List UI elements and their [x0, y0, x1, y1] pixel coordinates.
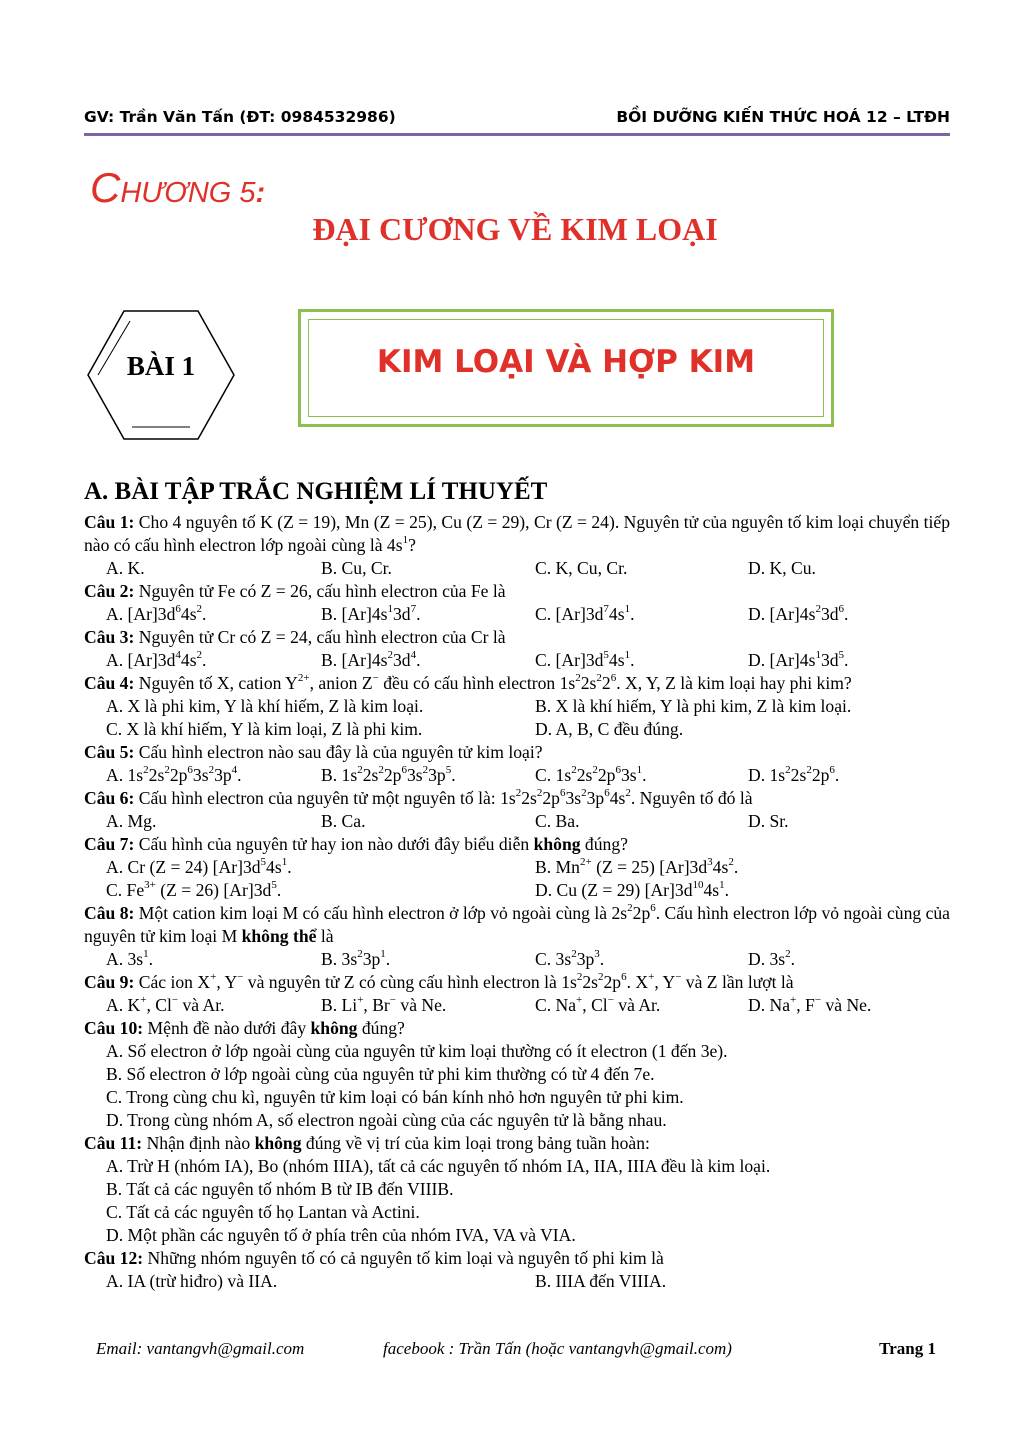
- question-1: [84, 511, 950, 557]
- question-text: Nguyên tố X, cation $Y^{2+}$, anion Z− đều có cấu hình electron $1s^22s^22^6$. X, Y, Z là kim loại hay phi kim?: [134, 672, 852, 693]
- answer-option[interactable]: A. Số electron ở lớp ngoài cùng của nguyên tử kim loại thường có ít electron (1 đến 3e).: [106, 1041, 728, 1061]
- answer-option[interactable]: B. Li+, Br− và Ne.: [321, 994, 447, 1015]
- question-label: Câu 7:: [84, 834, 135, 854]
- answer-option[interactable]: A. Trừ H (nhóm IA), Bo (nhóm IIIA), tất cả các nguyên tố nhóm IA, IIA, IIIA đều là kim loại.: [106, 1156, 771, 1176]
- question-text: Một cation kim loại M có cấu hình electron ở lớp vỏ ngoài cùng là $2s^22p^6$. Cấu hình electron lớp vỏ ngoài cùng của nguyên tử kim loại M không thể là: [84, 902, 950, 946]
- answer-option[interactable]: A. $[Ar]3d^64s^2$.: [106, 603, 207, 624]
- answer-option[interactable]: C. $Fe^{3+}$ (Z = 26) $[Ar]3d^5$.: [106, 879, 282, 900]
- question-label: Câu 5:: [84, 742, 135, 762]
- question-label: Câu 10:: [84, 1018, 144, 1038]
- question-text: Nhận định nào không đúng về vị trí của kim loại trong bảng tuần hoàn:: [142, 1133, 650, 1153]
- answer-option[interactable]: A. $[Ar]3d^44s^2$.: [106, 649, 207, 670]
- question-11: [84, 1132, 950, 1155]
- question-label: Câu 4:: [84, 673, 135, 693]
- answer-option[interactable]: B. Ca.: [321, 811, 366, 831]
- question-12: [84, 1247, 950, 1270]
- footer-email: Email: vantangvh@gmail.com: [96, 1339, 305, 1358]
- page-header: [84, 108, 950, 132]
- answer-option[interactable]: B. $[Ar]4s^23d^4$.: [321, 649, 421, 670]
- answer-option[interactable]: D. $[Ar]4s^13d^5$.: [748, 649, 849, 670]
- question-5: [84, 741, 950, 764]
- question-8: [84, 902, 950, 948]
- answer-option[interactable]: A. $3s^1$.: [106, 948, 154, 969]
- answer-option[interactable]: D. $3s^2$.: [748, 948, 796, 969]
- footer-facebook: facebook : Trần Tấn (hoặc vantangvh@gmail.com): [383, 1339, 732, 1358]
- answer-option[interactable]: D. Sr.: [748, 811, 789, 831]
- answer-option[interactable]: A. IA (trừ hiđro) và IIA.: [106, 1271, 278, 1291]
- question-text: Cấu hình electron của nguyên tử một nguyên tố là: $1s^22s^22p^63s^23p^64s^2$. Nguyên tố đó là: [134, 787, 753, 808]
- answer-option[interactable]: B. IIIA đến VIIIA.: [535, 1271, 667, 1291]
- answer-option[interactable]: B. Số electron ở lớp ngoài cùng của nguyên tử phi kim thường có từ 4 đến 7e.: [106, 1064, 655, 1084]
- question-9: [84, 971, 950, 994]
- answer-option[interactable]: C. K, Cu, Cr.: [535, 558, 628, 578]
- page-number: Trang 1: [879, 1339, 936, 1358]
- chapter-title: ĐẠI CƯƠNG VỀ KIM LOẠI: [312, 211, 718, 247]
- answer-option[interactable]: A. K.: [106, 558, 145, 578]
- question-label: Câu 12:: [84, 1248, 144, 1268]
- answer-option[interactable]: D. Cu (Z = 29) $[Ar]3d^{10}4s^1$.: [535, 879, 730, 900]
- answer-option[interactable]: B. Tất cả các nguyên tố nhóm B từ IB đến VIIIB.: [106, 1179, 454, 1199]
- question-4: [84, 672, 950, 695]
- lesson-label: BÀI 1: [126, 351, 196, 381]
- question-label: Câu 6:: [84, 788, 135, 808]
- header-course: BỒI DƯỠNG KIẾN THỨC HOÁ 12 – LTĐH: [616, 108, 950, 126]
- question-text: Cấu hình của nguyên tử hay ion nào dưới đây biểu diễn không đúng?: [134, 834, 628, 854]
- question-10: [84, 1017, 950, 1040]
- answer-option[interactable]: D. $[Ar]4s^23d^6$.: [748, 603, 849, 624]
- question-text: Các ion X+, Y− và nguyên tử Z có cùng cấu hình electron là $1s^22s^22p^6$. X+, Y− và Z lần lượt là: [134, 971, 794, 992]
- answer-option[interactable]: C. Tất cả các nguyên tố họ Lantan và Actini.: [106, 1202, 420, 1222]
- question-label: Câu 3:: [84, 627, 135, 647]
- question-6: [84, 787, 950, 810]
- answer-option[interactable]: B. X là khí hiếm, Y là phi kim, Z là kim loại.: [535, 696, 852, 716]
- section-heading: A. BÀI TẬP TRẮC NGHIỆM LÍ THUYẾT: [84, 478, 548, 505]
- question-text: Những nhóm nguyên tố có cả nguyên tố kim loại và nguyên tố phi kim là: [143, 1248, 664, 1268]
- answer-option[interactable]: D. Trong cùng nhóm A, số electron ngoài cùng của các nguyên tử là bằng nhau.: [106, 1110, 667, 1130]
- answer-option[interactable]: A. $1s^22s^22p^63s^23p^4$.: [106, 764, 242, 785]
- question-2: [84, 580, 950, 603]
- answer-option[interactable]: C. $[Ar]3d^74s^1$.: [535, 603, 635, 624]
- question-text: Cho 4 nguyên tố K (Z = 19), Mn (Z = 25), Cu (Z = 29), Cr (Z = 24). Nguyên tử của nguyên tố kim loại chuyển tiếp nào có cấu hình electron lớp ngoài cùng là $4s^1$?: [84, 512, 951, 555]
- answer-option[interactable]: A. Mg.: [106, 811, 157, 831]
- question-text: Nguyên tử Cr có Z = 24, cấu hình electron của Cr là: [134, 627, 506, 647]
- answer-option[interactable]: A. Cr (Z = 24) $[Ar]3d^54s^1$.: [106, 856, 292, 877]
- question-text: Nguyên tử Fe có Z = 26, cấu hình electron của Fe là: [134, 581, 506, 601]
- answer-option[interactable]: A. X là phi kim, Y là khí hiếm, Z là kim loại.: [106, 696, 424, 716]
- answer-option[interactable]: C. $3s^23p^3$.: [535, 948, 605, 969]
- question-label: Câu 8:: [84, 903, 135, 923]
- question-label: Câu 2:: [84, 581, 135, 601]
- question-text: Cấu hình electron nào sau đây là của nguyên tử kim loại?: [134, 742, 543, 762]
- question-text: Mệnh đề nào dưới đây không đúng?: [143, 1018, 405, 1038]
- question-7: [84, 833, 950, 856]
- answer-option[interactable]: A. K+, Cl− và Ar.: [106, 994, 225, 1015]
- question-label: Câu 1:: [84, 512, 135, 532]
- answer-option[interactable]: B. $[Ar]4s^13d^7$.: [321, 603, 421, 624]
- answer-option[interactable]: B. Cu, Cr.: [321, 558, 392, 578]
- answer-option[interactable]: B. $Mn^{2+}$ (Z = 25) $[Ar]3d^34s^2$.: [535, 856, 739, 877]
- question-3: [84, 626, 950, 649]
- answer-option[interactable]: B. $1s^22s^22p^63s^23p^5$.: [321, 764, 456, 785]
- answer-option[interactable]: C. $[Ar]3d^54s^1$.: [535, 649, 635, 670]
- answer-option[interactable]: C. $1s^22s^22p^63s^1$.: [535, 764, 647, 785]
- answer-option[interactable]: C. Ba.: [535, 811, 580, 831]
- answer-option[interactable]: C. X là khí hiếm, Y là kim loại, Z là phi kim.: [106, 719, 423, 739]
- answer-option[interactable]: D. $1s^22s^22p^6$.: [748, 764, 840, 785]
- answer-option[interactable]: C. Trong cùng chu kì, nguyên tử kim loại có bán kính nhỏ hơn nguyên tử phi kim.: [106, 1087, 684, 1107]
- question-list: [84, 511, 950, 1293]
- lesson-title: KIM LOẠI VÀ HỢP KIM: [376, 344, 756, 380]
- chapter-label: CHƯƠNG 5:: [90, 164, 266, 211]
- answer-option[interactable]: C. Na+, Cl− và Ar.: [535, 994, 661, 1015]
- header-teacher: GV: Trần Văn Tấn (ĐT: 0984532986): [84, 108, 396, 126]
- header-divider: [84, 133, 950, 136]
- answer-option[interactable]: D. Một phần các nguyên tố ở phía trên của nhóm IVA, VA và VIA.: [106, 1225, 576, 1245]
- answer-option[interactable]: D. K, Cu.: [748, 558, 816, 578]
- question-label: Câu 9:: [84, 972, 135, 992]
- answer-option[interactable]: B. $3s^23p^1$.: [321, 948, 391, 969]
- answer-option[interactable]: D. Na+, F− và Ne.: [748, 994, 872, 1015]
- question-label: Câu 11:: [84, 1133, 143, 1153]
- answer-option[interactable]: D. A, B, C đều đúng.: [535, 719, 684, 739]
